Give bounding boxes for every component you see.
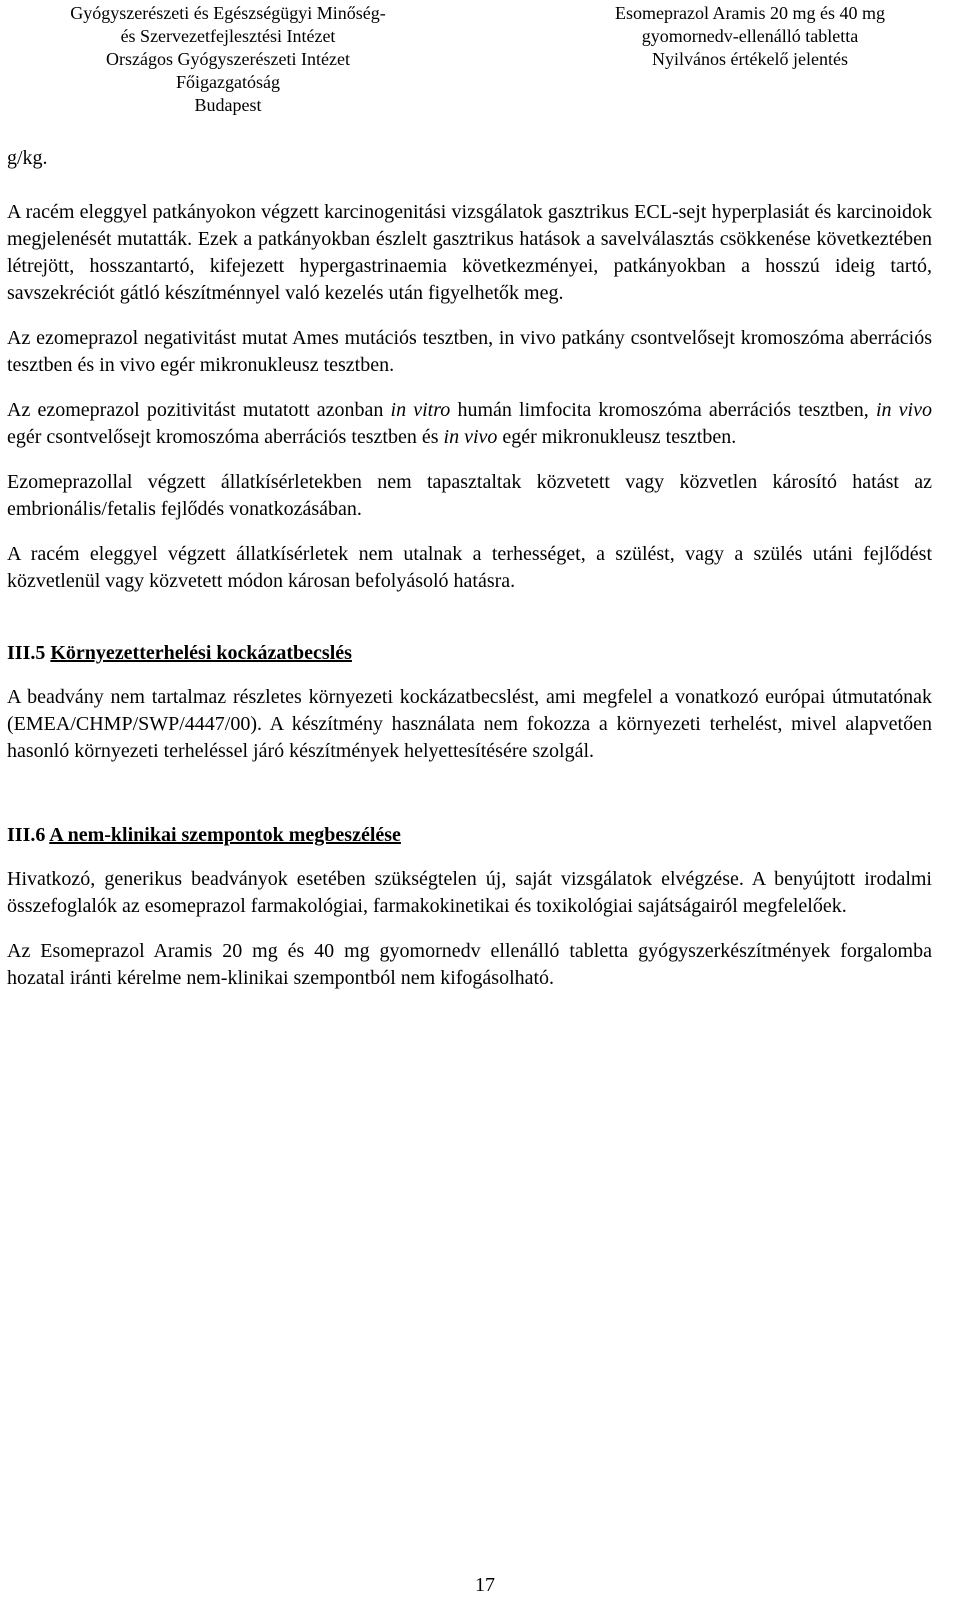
text-run: egér mikronukleusz tesztben. xyxy=(497,426,737,448)
institution-line: és Szervezetfejlesztési Intézet xyxy=(120,26,336,46)
institution-block xyxy=(8,2,448,117)
page-header xyxy=(0,0,960,120)
paragraph-generic-submission: Hivatkozó, generikus beadványok esetében szükségtelen új, saját vizsgálatok elvégzése. A benyújtott irodalmi összefoglalók az esomeprazol farmakológiai, farmakokinetikai és toxikológiai sajátságairól megfelelőek. xyxy=(7,868,932,917)
institution-line: Budapest xyxy=(194,95,262,115)
paragraph-reproduction: A racém eleggyel végzett állatkísérletek nem utalnak a terhességet, a szülést, vagy a szülés utáni fejlődést közvetlenül vagy közvetett módon károsan befolyásoló hatásra. xyxy=(7,543,932,592)
document-title-line: Nyilvános értékelő jelentés xyxy=(652,49,848,69)
section-heading-3-5 xyxy=(7,640,932,667)
document-title-block xyxy=(560,2,940,71)
section-title: A nem-klinikai szempontok megbeszélése xyxy=(49,824,401,846)
institution-line: Gyógyszerészeti és Egészségügyi Minőség- xyxy=(70,3,386,23)
section-title: Környezetterhelési kockázatbecslés xyxy=(50,642,352,664)
text-run: humán limfocita kromoszóma aberrációs tesztben, xyxy=(450,399,876,421)
text-run: Az ezomeprazol pozitivitást mutatott azonban xyxy=(7,399,391,421)
italic-term: in vivo xyxy=(443,426,498,448)
institution-line: Országos Gyógyszerészeti Intézet xyxy=(106,49,350,69)
paragraph-conclusion: Az Esomeprazol Aramis 20 mg és 40 mg gyomornedv ellenálló tabletta gyógyszerkészítmények forgalomba hozatal iránti kérelme nem-klinikai szempontból nem kifogásolható. xyxy=(7,940,932,989)
section-number: III.5 xyxy=(7,642,46,664)
document-title-line: Esomeprazol Aramis 20 mg és 40 mg xyxy=(615,3,885,23)
page-number: 17 xyxy=(475,1574,495,1596)
document-body xyxy=(7,145,932,992)
paragraph-continuation: g/kg. xyxy=(7,147,48,169)
document-title-line: gyomornedv-ellenálló tabletta xyxy=(641,26,859,46)
text-run: egér csontvelősejt kromoszóma aberrációs tesztben és xyxy=(7,426,444,448)
italic-term: in vivo xyxy=(875,399,932,421)
paragraph-environment: A beadvány nem tartalmaz részletes környezeti kockázatbecslést, ami megfelel a vonatkozó európai útmutatónak (EMEA/CHMP/SWP/4447/00). A készítmény használata nem fokozza a környezeti terhelést, mivel alapvetően hasonló környezeti terheléssel járó készítmények helyettesítésére szolgál. xyxy=(7,686,932,762)
italic-term: in vitro xyxy=(390,399,451,421)
paragraph-carcinogenicity: A racém eleggyel patkányokon végzett karcinogenitási vizsgálatok gasztrikus ECL-sejt hyperplasiát és karcinoidok megjelenését mutatták. Ezek a patkányokban észlelt gasztrikus hatások a savelválasztás csökkenése következtében létrejött, hosszantartó, kifejezett hypergastrinaemia következményei, patkányokban a hosszú ideig tartó, savszekréciót gátló készítménnyel való kezelés után figyelhetők meg. xyxy=(7,201,932,304)
section-number: III.6 xyxy=(7,824,46,846)
institution-line: Főigazgatóság xyxy=(176,72,280,92)
paragraph-negativity: Az ezomeprazol negativitást mutat Ames mutációs tesztben, in vivo patkány csontvelősejt kromoszóma aberrációs tesztben és in vivo egér mikronukleusz tesztben. xyxy=(7,327,932,376)
paragraph-positivity xyxy=(7,397,932,451)
section-heading-3-6 xyxy=(7,822,932,849)
paragraph-embryonal: Ezomeprazollal végzett állatkísérletekben nem tapasztaltak közvetett vagy közvetlen károsító hatást az embrionális/fetalis fejlődés vonatkozásában. xyxy=(7,471,932,520)
